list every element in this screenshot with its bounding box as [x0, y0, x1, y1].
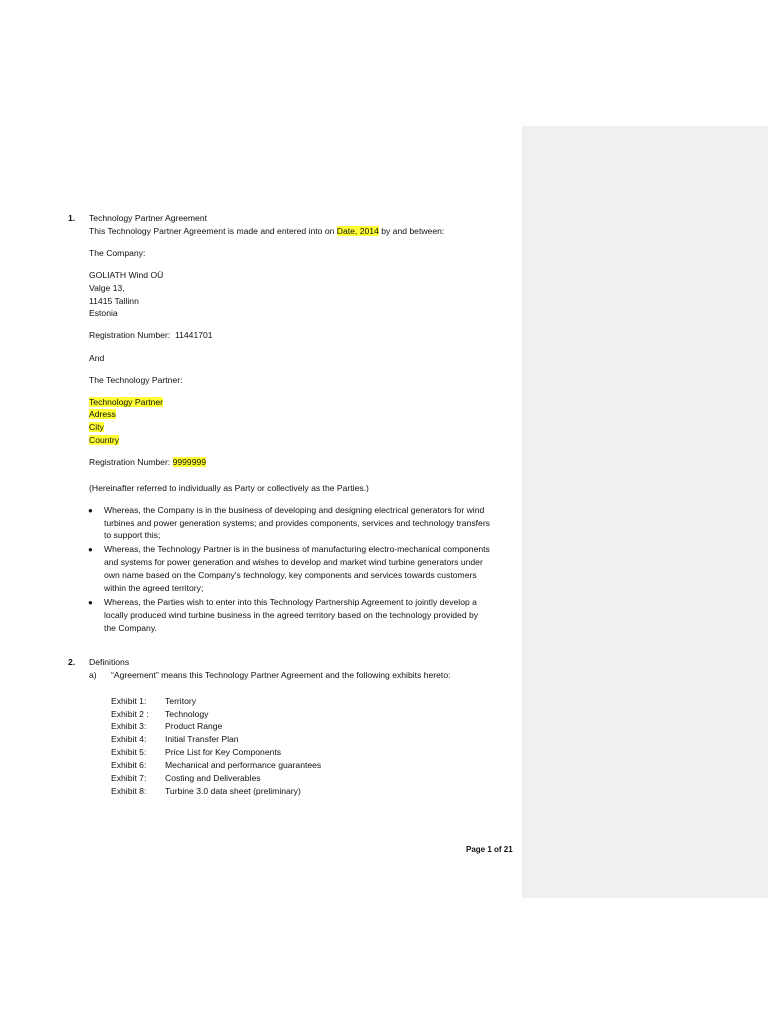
exhibit-title: Technology [165, 709, 209, 719]
company-name: GOLIATH Wind OÜ [89, 270, 164, 280]
partner-address-placeholder: Adress [89, 409, 116, 419]
company-registration [89, 330, 213, 341]
partner-registration-placeholder: 9999999 [172, 457, 207, 467]
bullet-icon: ● [88, 506, 93, 515]
partner-name [89, 397, 163, 408]
hereinafter-text: (Hereinafter referred to individually as Party or collectively as the Parties.) [89, 483, 369, 493]
partner-name-placeholder: Technology Partner [89, 397, 164, 407]
exhibit-title: Initial Transfer Plan [165, 734, 239, 744]
exhibit-title: Costing and Deliverables [165, 773, 261, 783]
partner-city-placeholder: City [89, 422, 104, 432]
company-postcode-city: 11415 Tallinn [89, 296, 139, 306]
section-number: 2. [68, 657, 76, 667]
exhibit-title: Price List for Key Components [165, 747, 282, 757]
section-title: Definitions [89, 657, 130, 667]
company-street: Valge 13, [89, 283, 125, 293]
exhibit-label: Exhibit 3: [111, 721, 147, 731]
whereas-3-line-2: locally produced wind turbine business in the agreed territory based on the technology provided by [104, 610, 479, 620]
exhibit-title: Mechanical and performance guarantees [165, 760, 322, 770]
whereas-1-line-3: to support this; [104, 530, 161, 540]
intro-before: This Technology Partner Agreement is made and entered into on [89, 226, 337, 236]
whereas-2-line-3: own name based on the Company's technology, key components and services towards customers [104, 570, 477, 580]
exhibit-label: Exhibit 4: [111, 734, 147, 744]
whereas-2-line-4: within the agreed territory; [104, 583, 204, 593]
whereas-1-line-2: turbines and power generation systems; and provides components, services and technology transfers [104, 518, 490, 528]
page-number: Page 1 of 21 [466, 845, 513, 854]
comments-margin [522, 126, 768, 898]
partner-address [89, 409, 116, 420]
whereas-2-line-2: and systems for power generation and wishes to develop and market wind turbine generators under [104, 557, 483, 567]
exhibit-label: Exhibit 1: [111, 696, 147, 706]
partner-registration [89, 457, 206, 468]
partner-city [89, 422, 104, 433]
agreement-date-placeholder: Date, 2014 [336, 226, 379, 236]
definition-item-letter: a) [89, 670, 97, 680]
partner-country [89, 435, 119, 446]
whereas-2-line-1: Whereas, the Technology Partner is in the business of manufacturing electro-mechanical components [104, 544, 490, 554]
intro-paragraph [89, 226, 444, 237]
and-text: And [89, 353, 105, 363]
intro-after: by and between: [378, 226, 445, 236]
section-title: Technology Partner Agreement [89, 213, 207, 223]
exhibit-label: Exhibit 6: [111, 760, 147, 770]
definition-item-text: “Agreement” means this Technology Partner Agreement and the following exhibits hereto: [111, 670, 451, 680]
exhibit-title: Product Range [165, 721, 223, 731]
section-number: 1. [68, 213, 76, 223]
registration-label: Registration Number: [89, 457, 173, 467]
exhibit-title: Turbine 3.0 data sheet (preliminary) [165, 786, 301, 796]
exhibit-label: Exhibit 7: [111, 773, 147, 783]
company-country: Estonia [89, 308, 118, 318]
partner-country-placeholder: Country [89, 435, 120, 445]
registration-label: Registration Number: [89, 330, 171, 340]
exhibit-label: Exhibit 8: [111, 786, 147, 796]
exhibit-title: Territory [165, 696, 197, 706]
bullet-icon: ● [88, 545, 93, 554]
partner-label: The Technology Partner: [89, 375, 183, 385]
exhibit-label: Exhibit 2 : [111, 709, 149, 719]
registration-number: 11441701 [174, 330, 213, 340]
whereas-1-line-1: Whereas, the Company is in the business of developing and designing electrical generators for wind [104, 505, 485, 515]
whereas-3-line-3: the Company. [104, 623, 157, 633]
whereas-3-line-1: Whereas, the Parties wish to enter into this Technology Partnership Agreement to jointly develop a [104, 597, 477, 607]
company-label: The Company: [89, 248, 146, 258]
bullet-icon: ● [88, 598, 93, 607]
exhibit-label: Exhibit 5: [111, 747, 147, 757]
